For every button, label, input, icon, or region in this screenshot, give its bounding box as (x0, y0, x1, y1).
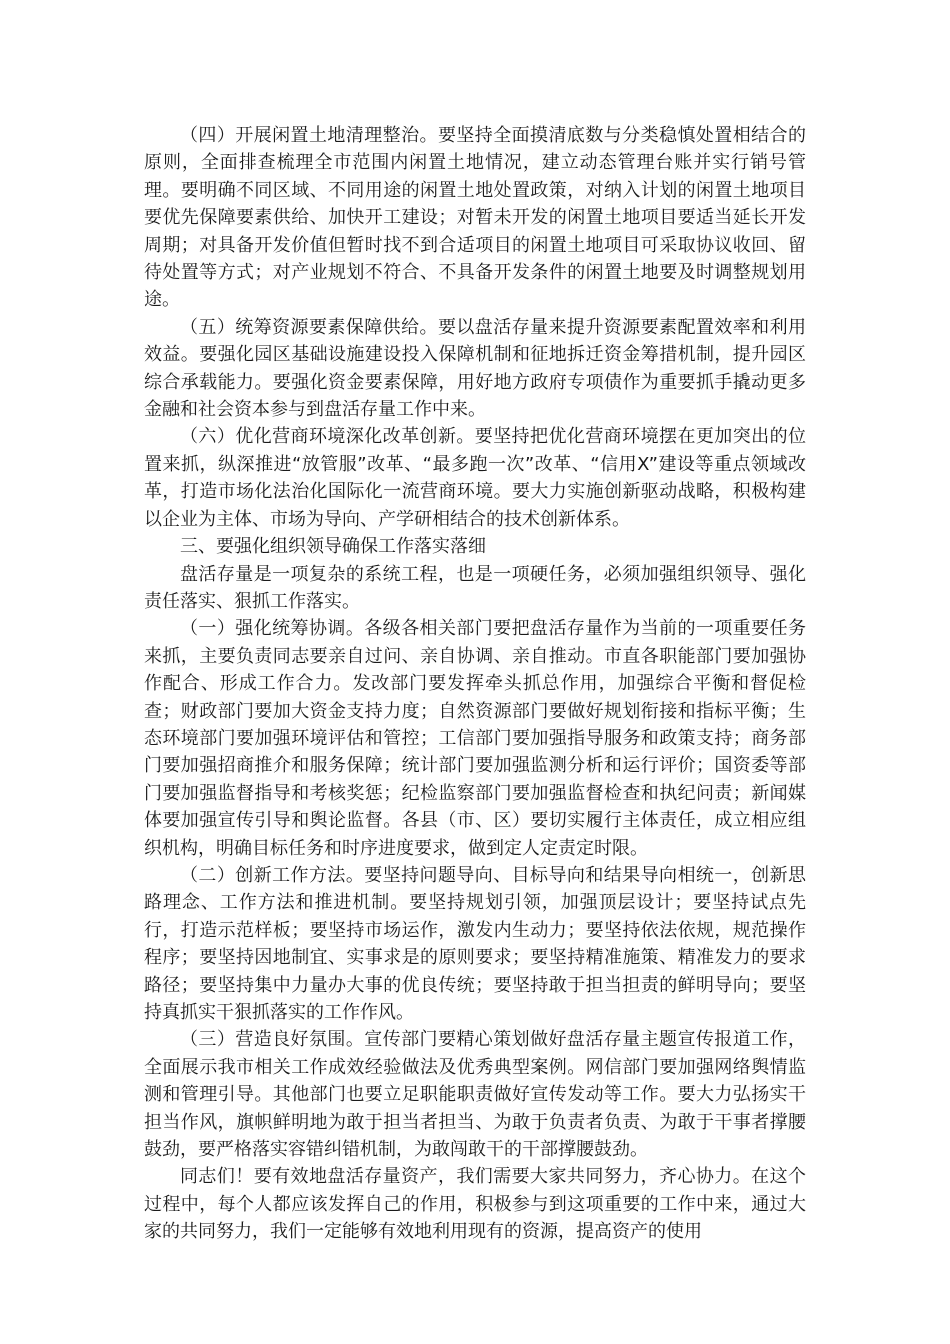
paragraph-resource-factors: （五）统筹资源要素保障供给。要以盘活存量来提升资源要素配置效率和利用效益。要强化园区基础设施建设投入保障机制和征地拆迁资金筹措机制，提升园区综合承载能力。要强化资金要素保障，用好地方政府专项债作为重要抓手撬动更多金融和社会资本参与到盘活存量工作中来。 (144, 316, 806, 421)
paragraph-intro-organization: 盘活存量是一项复杂的系统工程，也是一项硬任务，必须加强组织领导、强化责任落实、狠抓工作落实。 (144, 563, 806, 612)
paragraph-idle-land: （四）开展闲置土地清理整治。要坚持全面摸清底数与分类稳慎处置相结合的原则，全面排查梳理全市范围内闲置土地情况，建立动态管理台账并实行销号管理。要明确不同区域、不同用途的闲置土地处置政策，对纳入计划的闲置土地项目要优先保障要素供给、加快开工建设；对暂未开发的闲置土地项目要适当延长开发周期；对具备开发价值但暂时找不到合适项目的闲置土地项目可采取协议收回、留待处置等方式；对产业规划不符合、不具备开发条件的闲置土地要及时调整规划用途。 (144, 125, 806, 311)
paragraph-coordination: （一）强化统筹协调。各级各相关部门要把盘活存量作为当前的一项重要任务来抓，主要负责同志要亲自过问、亲自协调、亲自推动。市直各职能部门要加强协作配合、形成工作合力。发改部门要发挥牵头抓总作用，加强综合平衡和督促检查；财政部门要加大资金支持力度；自然资源部门要做好规划衔接和指标平衡；生态环境部门要加强环境评估和管控；工信部门要加强指导服务和政策支持；商务部门要加强招商推介和服务保障；统计部门要加强监测分析和运行评价；国资委等部门要加强监督指导和考核奖惩；纪检监察部门要加强监督检查和执纪问责；新闻媒体要加强宣传引导和舆论监督。各县（市、区）要切实履行主体责任，成立相应组织机构，明确目标任务和时序进度要求，做到定人定责定时限。 (144, 618, 806, 859)
paragraph-closing: 同志们！要有效地盘活存量资产，我们需要大家共同努力，齐心协力。在这个过程中，每个人都应该发挥自己的作用，积极参与到这项重要的工作中来，通过大家的共同努力，我们一定能够有效地利用现有的资源，提高资产的使用 (144, 1166, 806, 1243)
section-heading-organization: 三、要强化组织领导确保工作落实落细 (180, 536, 486, 558)
paragraph-business-environment: （六）优化营商环境深化改革创新。要坚持把优化营商环境摆在更加突出的位置来抓，纵深推进“放管服”改革、“最多跑一次”改革、“信用X”建设等重点领域改革，打造市场化法治化国际化一流营商环境。要大力实施创新驱动战略，积极构建以企业为主体、市场为导向、产学研相结合的技术创新体系。 (144, 426, 806, 530)
document-body (144, 122, 806, 1246)
paragraph-atmosphere: （三）营造良好氛围。宣传部门要精心策划做好盘活存量主题宣传报道工作，全面展示我市相关工作成效经验做法及优秀典型案例。网信部门要加强网络舆情监测和管理引导。其他部门也要立足职能职责做好宣传发动等工作。要大力弘扬实干担当作风，旗帜鲜明地为敢于担当者担当、为敢于负责者负责、为敢于干事者撑腰鼓劲，要严格落实容错纠错机制，为敢闯敢干的干部撑腰鼓劲。 (144, 1029, 806, 1161)
paragraph-work-methods: （二）创新工作方法。要坚持问题导向、目标导向和结果导向相统一，创新思路理念、工作方法和推进机制。要坚持规划引领，加强顶层设计；要坚持试点先行，打造示范样板；要坚持市场运作，激发内生动力；要坚持依法依规，规范操作程序；要坚持因地制宜、实事求是的原则要求；要坚持精准施策、精准发力的要求路径；要坚持集中力量办大事的优良传统；要坚持敢于担当担责的鲜明导向；要坚持真抓实干狠抓落实的工作作风。 (144, 864, 806, 1023)
